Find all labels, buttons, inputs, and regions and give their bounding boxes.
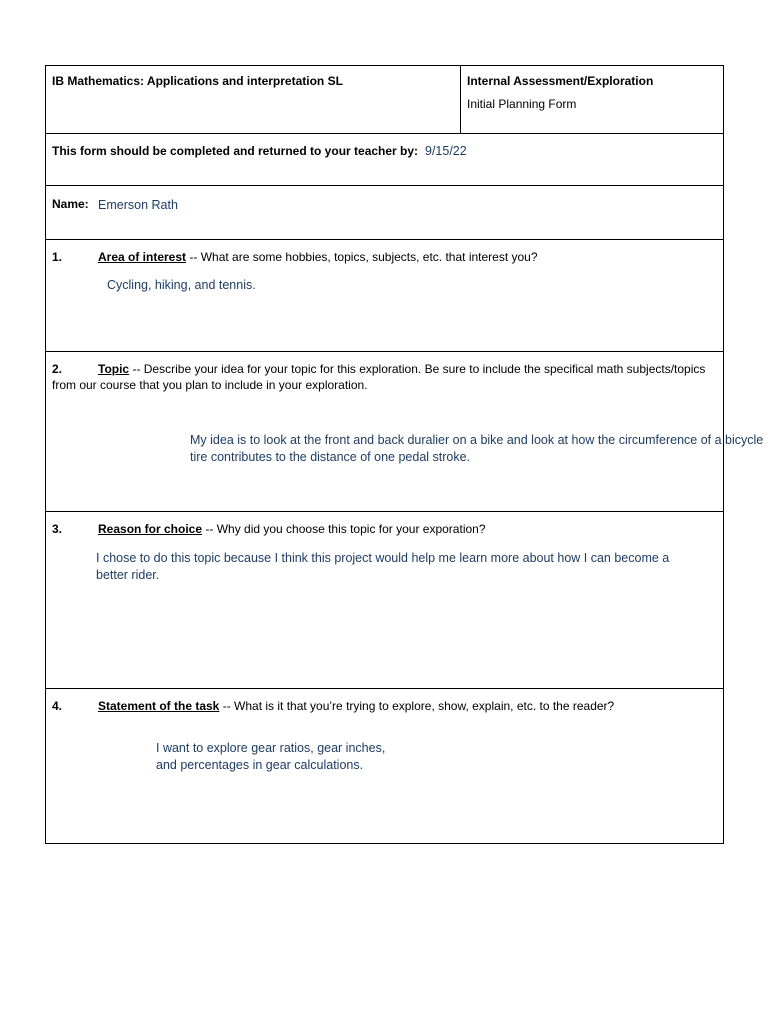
question-text: -- Why did you choose this topic for your exporation? bbox=[202, 522, 486, 536]
question-number: 3. bbox=[52, 522, 63, 536]
question-prompt bbox=[98, 699, 614, 713]
question-4-row bbox=[46, 689, 723, 844]
answer-line[interactable]: I want to explore gear ratios, gear inches, bbox=[156, 741, 386, 755]
answer-line[interactable]: Cycling, hiking, and tennis. bbox=[107, 278, 256, 292]
question-title: Statement of the task bbox=[98, 699, 220, 713]
name-value[interactable]: Emerson Rath bbox=[98, 198, 178, 212]
answer-line[interactable]: My idea is to look at the front and back duralier on a bike and look at how the circumference of a bicycle bbox=[190, 433, 764, 447]
question-number: 4. bbox=[52, 699, 63, 713]
name-label: Name: bbox=[52, 197, 89, 211]
answer-line[interactable]: I chose to do this topic because I think this project would help me learn more about how I can become a bbox=[96, 551, 670, 565]
question-2-row bbox=[46, 352, 764, 512]
assessment-cell bbox=[461, 66, 723, 133]
course-title: IB Mathematics: Applications and interpretation SL bbox=[52, 74, 343, 88]
question-title: Reason for choice bbox=[98, 522, 203, 536]
form-name: Initial Planning Form bbox=[467, 97, 577, 111]
deadline-label: This form should be completed and returned to your teacher by: bbox=[52, 144, 419, 158]
question-1-row bbox=[46, 240, 723, 352]
planning-form bbox=[45, 65, 764, 844]
question-prompt bbox=[98, 250, 538, 264]
name-row bbox=[46, 186, 723, 240]
answer-line[interactable]: and percentages in gear calculations. bbox=[156, 758, 364, 772]
question-text: -- What are some hobbies, topics, subjects, etc. that interest you? bbox=[186, 250, 538, 264]
answer-line[interactable]: better rider. bbox=[96, 568, 160, 582]
course-cell bbox=[46, 66, 461, 133]
question-text: -- Describe your idea for your topic for this exploration. Be sure to include the specifical math subjects/topics bbox=[129, 362, 706, 376]
question-3-row bbox=[46, 512, 723, 689]
question-text-line2: from our course that you plan to include in your exploration. bbox=[52, 378, 368, 392]
answer-line[interactable]: tire contributes to the distance of one pedal stroke. bbox=[190, 450, 471, 464]
question-number: 1. bbox=[52, 250, 63, 264]
question-title: Topic bbox=[98, 362, 130, 376]
form-header bbox=[46, 66, 723, 134]
question-text: -- What is it that you’re trying to explore, show, explain, etc. to the reader? bbox=[219, 699, 615, 713]
question-number: 2. bbox=[52, 362, 63, 376]
assessment-title: Internal Assessment/Exploration bbox=[467, 74, 654, 88]
deadline-value[interactable]: 9/15/22 bbox=[425, 144, 467, 158]
question-prompt bbox=[98, 362, 705, 376]
question-prompt bbox=[98, 522, 486, 536]
question-title: Area of interest bbox=[98, 250, 187, 264]
deadline-row bbox=[46, 134, 723, 186]
